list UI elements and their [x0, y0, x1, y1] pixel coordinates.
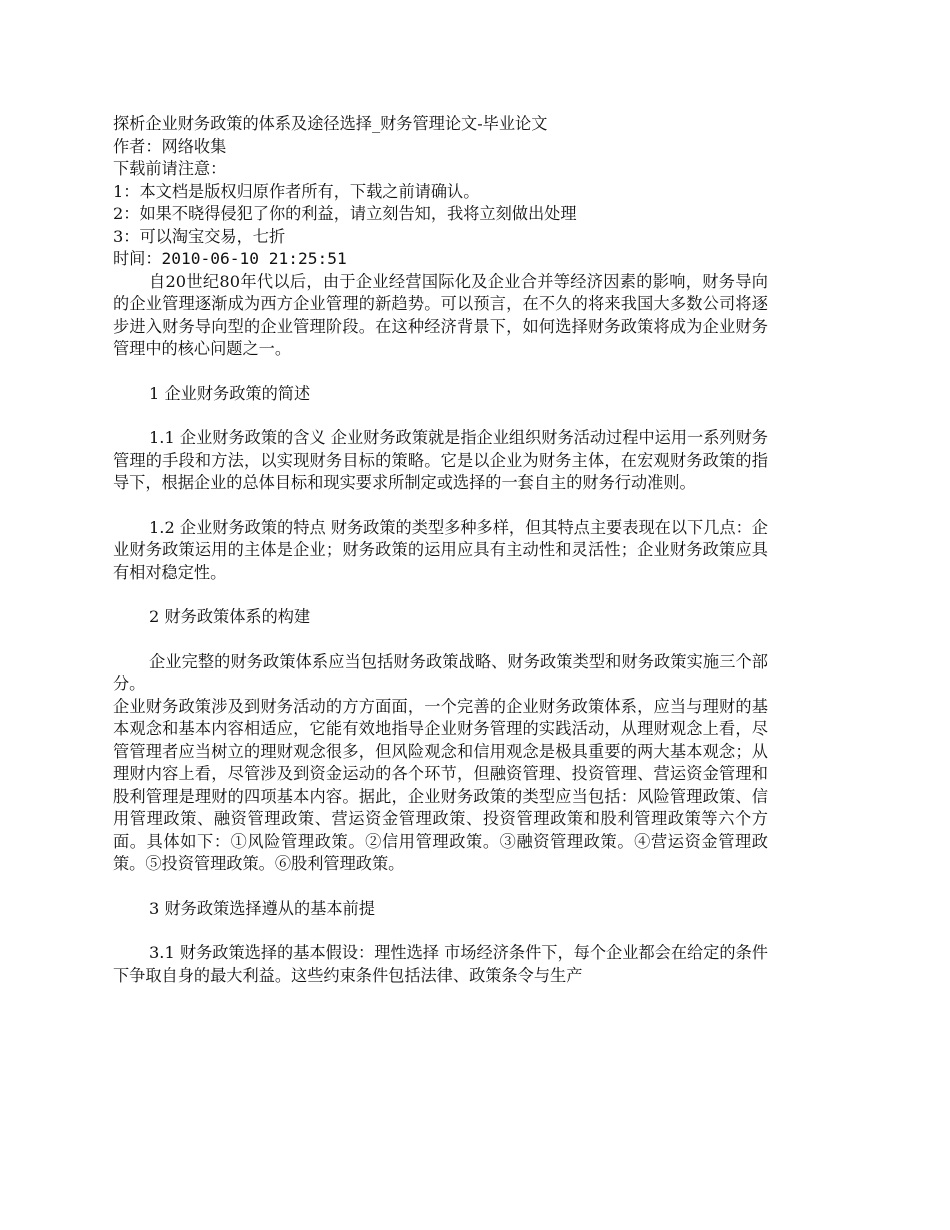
body-paragraph: 企业完整的财务政策体系应当包括财务政策战略、财务政策类型和财务政策实施三个部分。: [113, 651, 768, 693]
notice-title: 下载前请注意：: [113, 159, 227, 178]
section-heading: 2 财务政策体系的构建: [149, 607, 311, 626]
body-paragraph: 3.1 财务政策选择的基本假设：理性选择 市场经济条件下，每个企业都会在给定的条件下争取自身的最大利益。这些约束条件包括法律、政策条令与生产: [113, 943, 768, 985]
section-heading: 1 企业财务政策的简述: [149, 383, 311, 403]
body-paragraph: 企业财务政策涉及到财务活动的方方面面，一个完善的企业财务政策体系，应当与理财的基本观念和基本内容相适应，它能有效地指导企业财务管理的实践活动，从理财观念上看，尽管管理者应当树立的理财观念很多，但风险观念和信用观念是极具重要的两大基本观念；从理财内容上看，尽管涉及到资金运动的各个环节，但融资管理、投资管理、营运资金管理和股利管理是理财的四项基本内容。据此，企业财务政策的类型应当包括：风险管理政策、信用管理政策、融资管理政策、营运资金管理政策、投资管理政策和股利管理政策等六个方面。具体如下：①风险管理政策。②信用管理政策。③融资管理政策。④营运资金管理政策。⑤投资管理政策。⑥股利管理政策。: [113, 696, 768, 873]
notice-item: 2：如果不晓得侵犯了你的利益，请立刻告知，我将立刻做出处理: [113, 204, 577, 223]
intro-paragraph: 自20世纪80年代以后，由于企业经营国际化及企业合并等经济因素的影响，财务导向的企业管理逐渐成为西方企业管理的新趋势。可以预言，在不久的将来我国大多数公司将逐步进入财务导向型的企业管理阶段。在这种经济背景下，如何选择财务政策将成为企业财务管理中的核心问题之一。: [113, 271, 768, 358]
section-heading: 3 财务政策选择遵从的基本前提: [149, 898, 375, 918]
body-paragraph: 1.1 企业财务政策的含义 企业财务政策就是指企业组织财务活动过程中运用一系列财务管理的手段和方法，以实现财务目标的策略。它是以企业为财务主体，在宏观财务政策的指导下，根据企业的总体目标和现实要求所制定或选择的一套自主的财务行动准则。: [113, 428, 768, 492]
document-page: [113, 113, 768, 987]
document-title: 探析企业财务政策的体系及途径选择_财务管理论文-毕业论文: [113, 114, 548, 133]
notice-item: 3：可以淘宝交易，七折: [113, 226, 286, 246]
body-paragraph: 1.2 企业财务政策的特点 财务政策的类型多种多样，但其特点主要表现在以下几点：企业财务政策运用的主体是企业；财务政策的运用应具有主动性和灵活性；企业财务政策应具有相对稳定性。: [113, 517, 768, 582]
author-line: 作者：网络收集: [113, 136, 227, 156]
notice-item: 1：本文档是版权归原作者所有，下载之前请确认。: [113, 181, 480, 201]
timestamp: 时间：2010-06-10 21:25:51: [113, 249, 347, 268]
